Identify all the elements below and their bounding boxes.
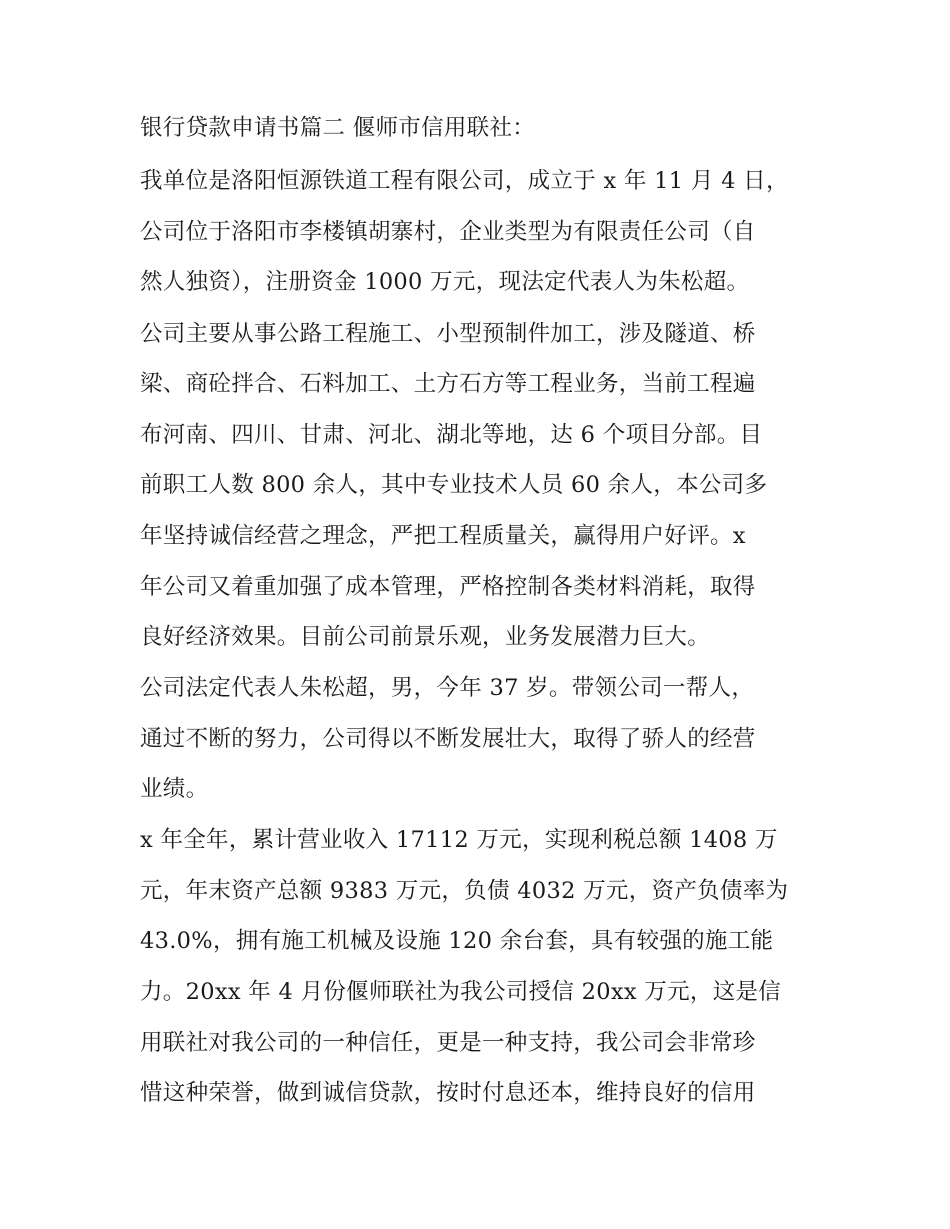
- text-line: 然人独资），注册资金 1000 万元，现法定代表人为朱松超。: [140, 269, 750, 295]
- text-line: 43.0%，拥有施工机械及设施 120 余台套，具有较强的施工能: [140, 928, 774, 954]
- text-line: 力。20xx 年 4 月份偃师联社为我公司授信 20xx 万元，这是信: [140, 979, 782, 1005]
- text-line-title: 银行贷款申请书篇二 偃师市信用联社：: [140, 115, 536, 141]
- text-line: x 年全年，累计营业收入 17112 万元，实现利税总额 1408 万: [140, 827, 778, 853]
- text-line: 布河南、四川、甘肃、河北、湖北等地，达 6 个项目分部。目: [140, 422, 763, 448]
- text-line: 良好经济效果。目前公司前景乐观，业务发展潜力巨大。: [140, 624, 711, 650]
- text-line: 前职工人数 800 余人，其中专业技术人员 60 余人，本公司多: [140, 472, 768, 498]
- text-line: 用联社对我公司的一种信任，更是一种支持，我公司会非常珍: [140, 1030, 756, 1056]
- text-line: 年坚持诚信经营之理念，严把工程质量关，赢得用户好评。x: [140, 523, 746, 549]
- text-line: 公司法定代表人朱松超，男，今年 37 岁。带领公司一帮人，: [140, 675, 755, 701]
- text-line: 公司主要从事公路工程施工、小型预制件加工，涉及隧道、桥: [140, 321, 756, 347]
- text-line: 公司位于洛阳市李楼镇胡寨村，企业类型为有限责任公司（自: [140, 219, 756, 245]
- text-line: 惜这种荣誉，做到诚信贷款，按时付息还本，维持良好的信用: [140, 1080, 756, 1106]
- text-line: 年公司又着重加强了成本管理，严格控制各类材料消耗，取得: [140, 574, 756, 600]
- text-line: 业绩。: [140, 776, 209, 802]
- text-line: 我单位是洛阳恒源铁道工程有限公司，成立于 x 年 11 月 4 日，: [140, 168, 789, 194]
- text-line: 通过不断的努力，公司得以不断发展壮大，取得了骄人的经营: [140, 726, 756, 752]
- text-line: 元，年末资产总额 9383 万元，负债 4032 万元，资产负债率为: [140, 878, 789, 904]
- text-line: 梁、商砼拌合、石料加工、土方石方等工程业务，当前工程遍: [140, 371, 756, 397]
